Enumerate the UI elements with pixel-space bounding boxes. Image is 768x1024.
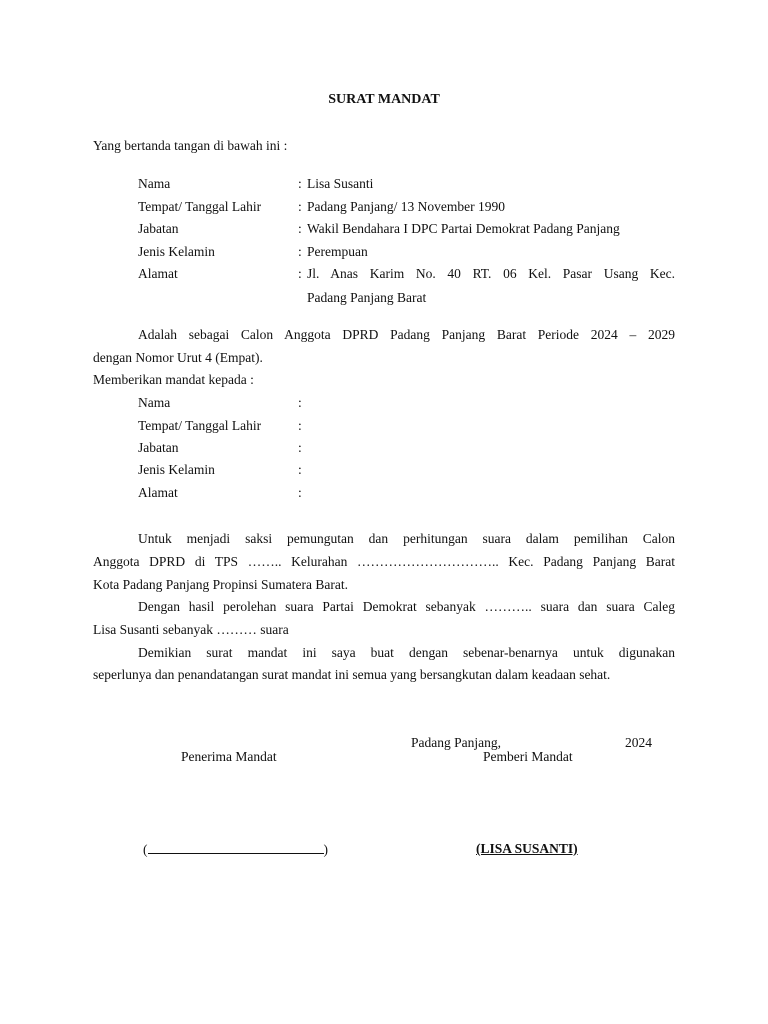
- receiver-close-paren: ): [323, 842, 328, 857]
- paragraph-witness-line2: Anggota DPRD di TPS …….. Kelurahan ………………………….. Kec. Padang Panjang Barat: [93, 554, 675, 569]
- paragraph-candidate-line1: Adalah sebagai Calon Anggota DPRD Padang Panjang Barat Periode 2024 – 2029: [138, 327, 675, 342]
- colon: :: [298, 176, 302, 191]
- colon: :: [298, 395, 302, 410]
- grantee-jabatan-label: Jabatan: [138, 440, 179, 455]
- grantor-jabatan-value: Wakil Bendahara I DPC Partai Demokrat Padang Panjang: [307, 221, 620, 236]
- place-text: Padang Panjang,: [411, 735, 501, 750]
- grantor-ttl-label: Tempat/ Tanggal Lahir: [138, 199, 262, 214]
- paragraph-closing-line1: Demikian surat mandat ini saya buat dengan sebenar-benarnya untuk digunakan: [138, 645, 675, 660]
- colon: :: [298, 244, 302, 259]
- giver-signature-name: (LISA SUSANTI): [476, 841, 578, 856]
- paragraph-votes-line2: Lisa Susanti sebanyak ……… suara: [93, 622, 289, 637]
- paragraph-votes-line1: Dengan hasil perolehan suara Partai Demokrat sebanyak ……….. suara dan suara Caleg: [138, 599, 675, 614]
- grantor-jabatan-label: Jabatan: [138, 221, 179, 236]
- year-text: 2024: [625, 735, 652, 750]
- paragraph-closing-line2: seperlunya dan penandatangan surat mandat ini semua yang bersangkutan dalam keadaan sehat.: [93, 667, 611, 682]
- paragraph-witness-line1: Untuk menjadi saksi pemungutan dan perhitungan suara dalam pemilihan Calon: [138, 531, 675, 546]
- grantor-ttl-value: Padang Panjang/ 13 November 1990: [307, 199, 505, 214]
- intro-text: Yang bertanda tangan di bawah ini :: [93, 138, 288, 153]
- grantee-alamat-label: Alamat: [138, 485, 178, 500]
- colon: :: [298, 266, 302, 281]
- receiver-label: Penerima Mandat: [181, 749, 277, 764]
- receiver-signature-line: [143, 841, 328, 858]
- grantor-nama-label: Nama: [138, 176, 171, 191]
- grantor-jk-value: Perempuan: [307, 244, 368, 259]
- grantor-nama-value: Lisa Susanti: [307, 176, 374, 191]
- colon: :: [298, 221, 302, 236]
- colon: :: [298, 418, 302, 433]
- mandate-to-text: Memberikan mandat kepada :: [93, 372, 254, 387]
- grantor-jk-label: Jenis Kelamin: [138, 244, 215, 259]
- grantee-ttl-label: Tempat/ Tanggal Lahir: [138, 418, 262, 433]
- blank-name-line: [148, 841, 324, 854]
- grantee-nama-label: Nama: [138, 395, 171, 410]
- grantee-jk-label: Jenis Kelamin: [138, 462, 215, 477]
- paragraph-witness-line3: Kota Padang Panjang Propinsi Sumatera Barat.: [93, 577, 348, 592]
- colon: :: [298, 440, 302, 455]
- receiver-open-paren: (: [143, 842, 148, 857]
- colon: :: [298, 199, 302, 214]
- colon: :: [298, 485, 302, 500]
- grantor-alamat-label: Alamat: [138, 266, 178, 281]
- grantor-alamat-value-line1: Jl. Anas Karim No. 40 RT. 06 Kel. Pasar Usang Kec.: [307, 266, 675, 281]
- grantor-alamat-value-line2: Padang Panjang Barat: [307, 290, 427, 305]
- colon: :: [298, 462, 302, 477]
- document-title: SURAT MANDAT: [328, 92, 440, 107]
- giver-label: Pemberi Mandat: [483, 749, 573, 764]
- paragraph-candidate-line2: dengan Nomor Urut 4 (Empat).: [93, 350, 263, 365]
